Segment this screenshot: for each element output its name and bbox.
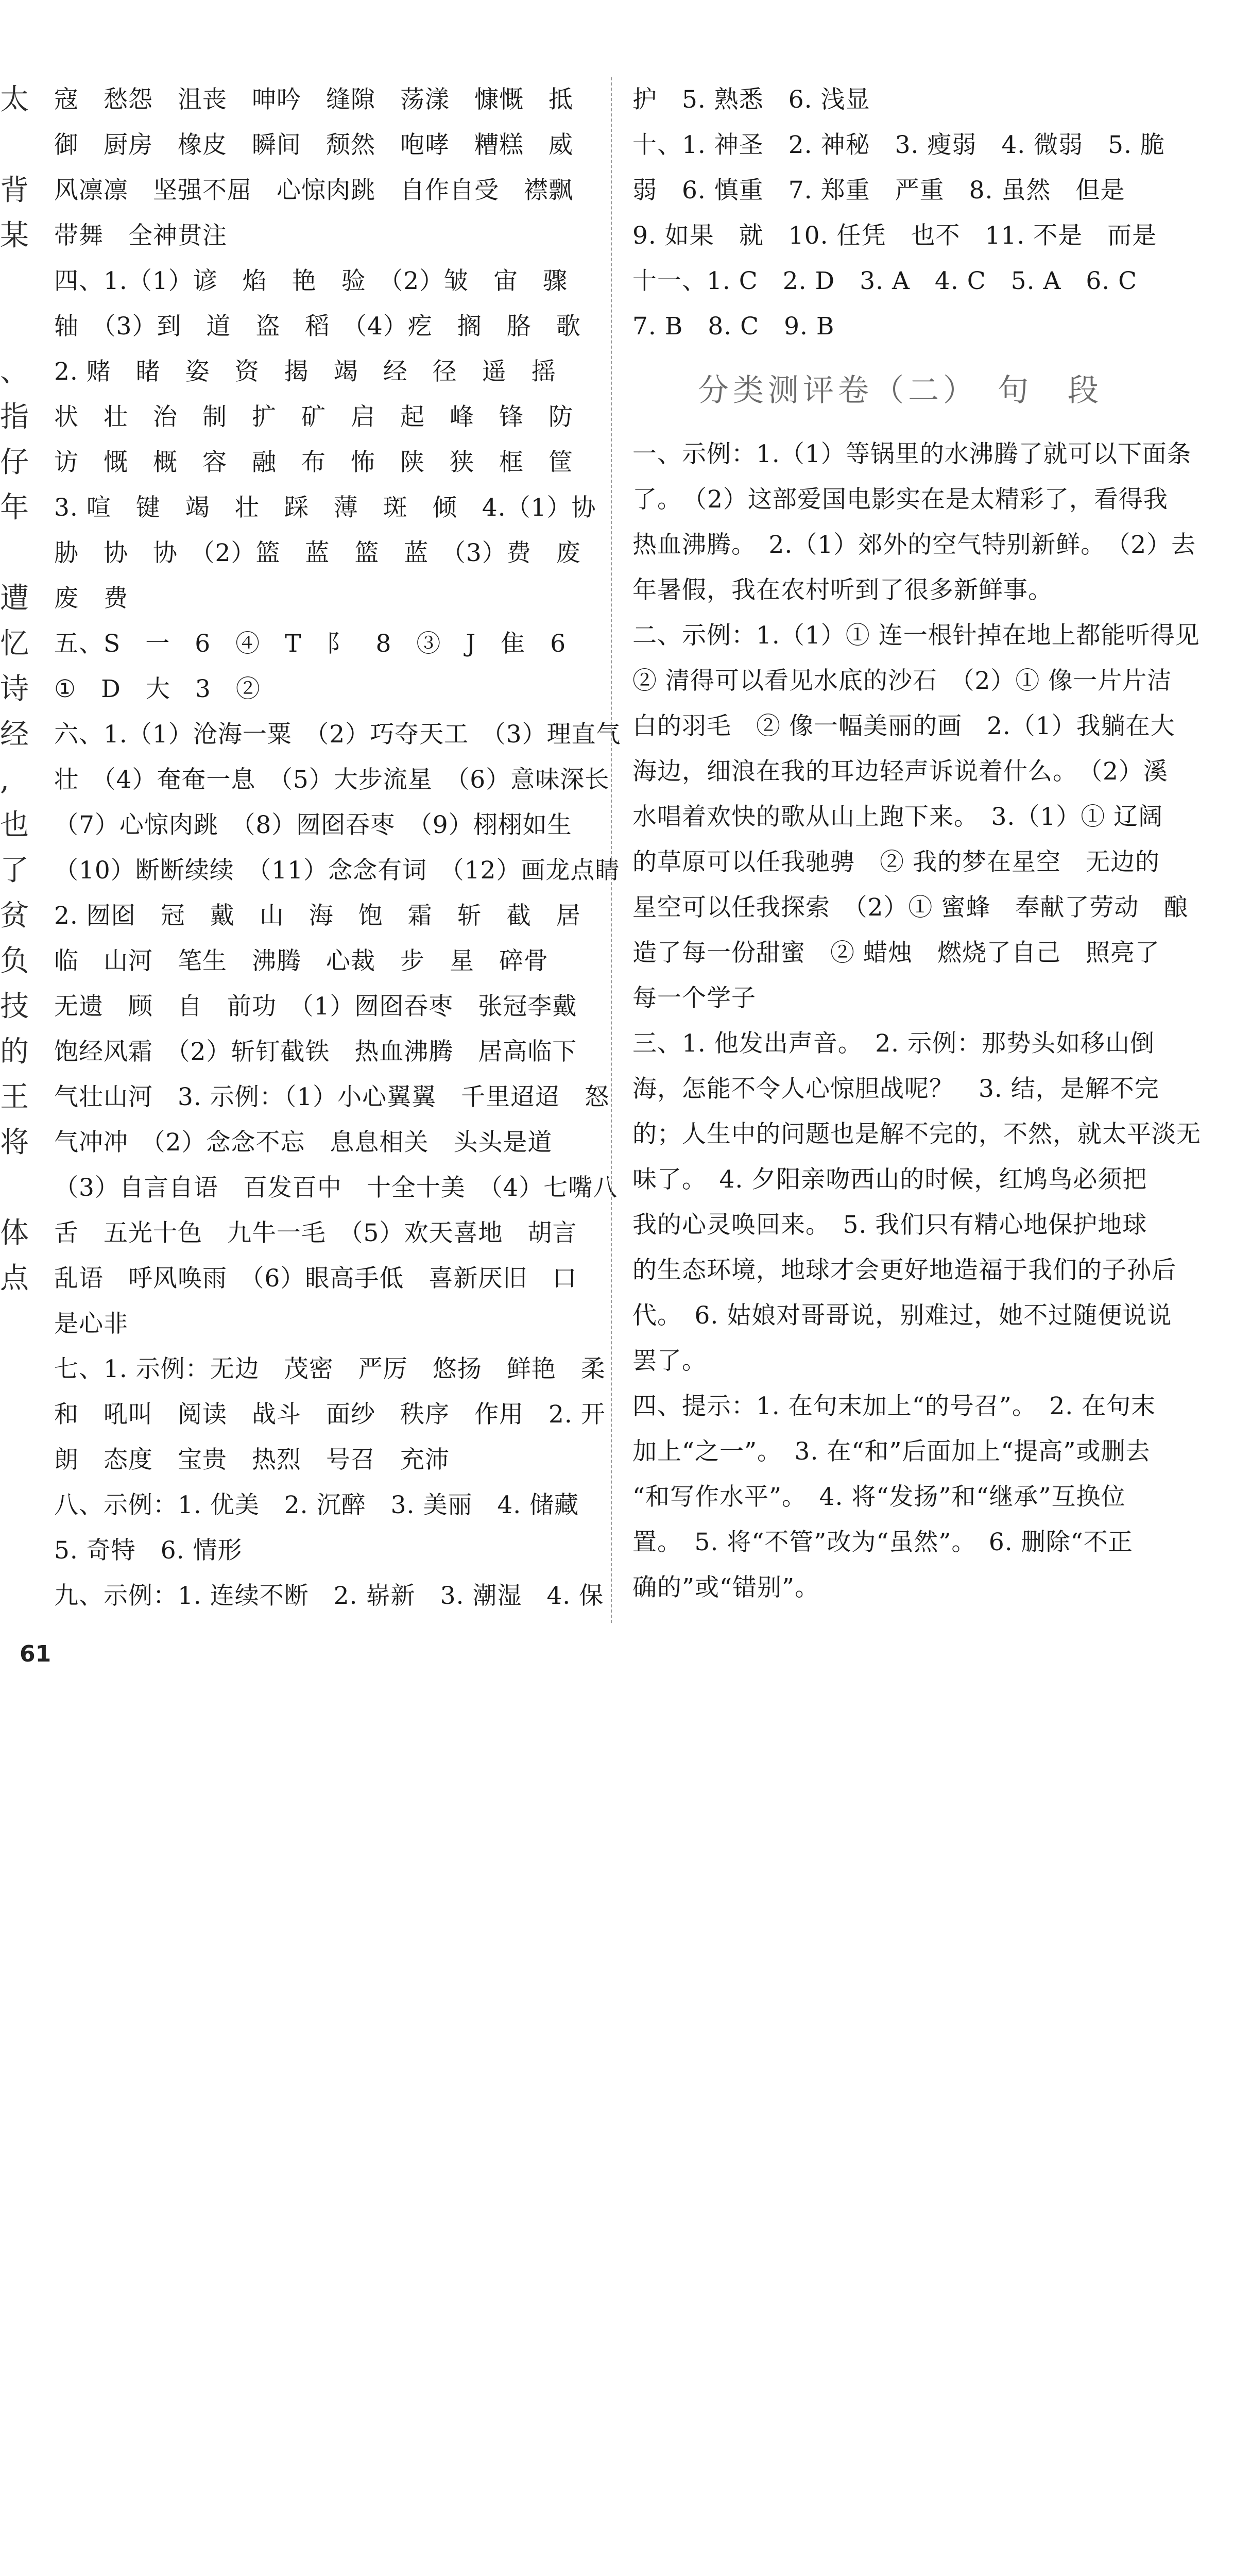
answer-line: 风凛凛 坚强不屈 心惊肉跳 自作自受 襟飘 — [54, 176, 573, 205]
answer-line: 是心非 — [54, 1310, 128, 1338]
edge-char — [0, 2571, 19, 2576]
edge-char: 负 — [0, 944, 29, 978]
edge-char: 点 — [0, 1262, 29, 1295]
answer-line: 壮 （4）奄奄一息 （5）大步流星 （6）意味深长 — [54, 766, 610, 794]
answer-line: 六、1.（1）沧海一粟 （2）巧夺天工 （3）理直气 — [54, 720, 621, 749]
edge-char: 年 — [0, 491, 29, 524]
answer-line: 9. 如果 就 10. 任凭 也不 11. 不是 而是 — [632, 222, 1157, 250]
answer-line: 三、1. 他发出声音。 2. 示例：那势头如移山倒 — [632, 1029, 1155, 1058]
answer-line: 7. B 8. C 9. B — [632, 312, 835, 341]
edge-char: 也 — [0, 808, 29, 842]
answer-line: 2. 囫囵 冠 戴 山 海 饱 霜 斩 截 居 — [54, 902, 581, 930]
answer-line: 弱 6. 慎重 7. 郑重 严重 8. 虽然 但是 — [632, 176, 1125, 205]
answer-line: 星空可以任我探索 （2）① 蜜蜂 奉献了劳动 酿 — [632, 893, 1189, 922]
answer-line: 带舞 全神贯注 — [54, 222, 227, 250]
edge-char — [0, 2027, 19, 2072]
answer-line: （10）断断续续 （11）念念有词 （12）画龙点睛 — [54, 856, 620, 885]
section-title: 分类测评卷（二） 句 段 — [698, 372, 1103, 409]
edge-char — [0, 259, 19, 304]
edge-char — [0, 123, 19, 168]
answer-line: 五、S 一 6 ④ T 阝 8 ③ J 隹 6 — [54, 630, 567, 658]
answer-line: 的草原可以任我驰骋 ② 我的梦在星空 无边的 — [632, 848, 1160, 876]
edge-char — [0, 2253, 19, 2299]
answer-line: 了。 （2）这部爱国电影实在是太精彩了，看得我 — [632, 485, 1168, 514]
edge-char — [0, 2072, 19, 2117]
answer-line: 热血沸腾。 2.（1）郊外的空气特别新鲜。 （2）去 — [632, 531, 1196, 559]
answer-line: 年暑假，我在农村听到了很多新鲜事。 — [632, 576, 1053, 604]
answer-line: 置。 5. 将“不管”改为“虽然”。 6. 删除“不正 — [632, 1528, 1133, 1556]
edge-char — [0, 1437, 19, 1483]
column-divider — [611, 77, 612, 1623]
answer-line: 七、1. 示例：无边 茂密 严厉 悠扬 鲜艳 柔 — [54, 1355, 606, 1383]
answer-line: （7）心惊肉跳 （8）囫囵吞枣 （9）栩栩如生 — [54, 811, 572, 839]
answer-line: 四、1.（1）谚 焰 艳 验 （2）皱 宙 骤 — [54, 267, 568, 295]
edge-char: 体 — [0, 1216, 29, 1250]
answer-line: 状 壮 治 制 扩 矿 启 起 峰 锋 防 — [54, 403, 573, 431]
edge-char — [0, 1347, 19, 1392]
answer-line: 罢了。 — [632, 1347, 707, 1375]
answer-line: 加上“之一”。 3. 在“和”后面加上“提高”或删去 — [632, 1437, 1151, 1466]
answer-line: 八、示例：1. 优美 2. 沉醉 3. 美丽 4. 储藏 — [54, 1491, 579, 1519]
edge-char: 太 — [0, 83, 29, 116]
edge-char: 技 — [0, 990, 29, 1023]
answer-line: 舌 五光十色 九牛一毛 （5）欢天喜地 胡言 — [54, 1219, 577, 1247]
edge-char — [0, 1392, 19, 1437]
answer-line: “和写作水平”。 4. 将“发扬”和“继承”互换位 — [632, 1483, 1126, 1511]
edge-char: 仔 — [0, 446, 29, 479]
page-number: 61 — [20, 1641, 52, 1667]
edge-char: 的 — [0, 1035, 29, 1069]
answer-line: 3. 喧 键 竭 壮 踩 薄 斑 倾 4.（1）协 — [54, 494, 596, 522]
edge-char — [0, 1709, 19, 1755]
answer-line: 临 山河 笔生 沸腾 心裁 步 星 碎骨 — [54, 947, 549, 975]
edge-char: 经 — [0, 718, 29, 751]
edge-char: 王 — [0, 1080, 29, 1114]
edge-char: 遭 — [0, 582, 29, 615]
edge-char: 了 — [0, 854, 29, 887]
answer-line: 5. 奇特 6. 情形 — [54, 1536, 243, 1565]
answer-line: 白的羽毛 ② 像一幅美丽的画 2.（1）我躺在大 — [632, 712, 1175, 740]
edge-char — [0, 1755, 19, 1800]
edge-char — [0, 1891, 19, 1936]
edge-char — [0, 1800, 19, 1845]
answer-line: 确的”或“错别”。 — [632, 1573, 820, 1602]
answer-line: 四、提示：1. 在句末加上“的号召”。 2. 在句末 — [632, 1392, 1156, 1420]
answer-line: 十、1. 神圣 2. 神秘 3. 瘦弱 4. 微弱 5. 脆 — [632, 131, 1165, 159]
answer-line: 轴 （3）到 道 盗 稻 （4）疙 搁 胳 歌 — [54, 312, 581, 341]
answer-line: 废 费 — [54, 584, 128, 613]
edge-char — [0, 1165, 19, 1211]
edge-char — [0, 2435, 19, 2480]
left-column — [54, 77, 621, 1619]
edge-char — [0, 2208, 19, 2253]
answer-line: 十一、1. C 2. D 3. A 4. C 5. A 6. C — [632, 267, 1138, 295]
answer-line: 和 吼叫 阅读 战斗 面纱 秩序 作用 2. 开 — [54, 1400, 606, 1429]
answer-line: 气冲冲 （2）念念不忘 息息相关 头头是道 — [54, 1128, 553, 1157]
answer-line: 海边，细浪在我的耳边轻声诉说着什么。 （2）溪 — [632, 757, 1168, 786]
answer-line: ② 清得可以看见水底的沙石 （2）① 像一片片洁 — [632, 667, 1172, 695]
edge-char: 贫 — [0, 899, 29, 933]
answer-line: 气壮山河 3. 示例：（1）小心翼翼 千里迢迢 怒 — [54, 1083, 610, 1111]
answer-line: 访 慨 概 容 融 布 怖 陕 狭 框 筐 — [54, 448, 573, 477]
edge-char — [0, 2480, 19, 2526]
right-column-bottom — [632, 432, 1201, 1611]
answer-line: 无遗 顾 自 前功 （1）囫囵吞枣 张冠李戴 — [54, 992, 577, 1021]
edge-char: 背 — [0, 174, 29, 207]
edge-char: 指 — [0, 400, 29, 434]
edge-char — [0, 1301, 19, 1347]
answer-line: 造了每一份甜蜜 ② 蜡烛 燃烧了自己 照亮了 — [632, 939, 1160, 967]
edge-char — [0, 2526, 19, 2571]
answer-line: 九、示例：1. 连续不断 2. 崭新 3. 潮湿 4. 保 — [54, 1582, 604, 1610]
edge-char: 、 — [0, 355, 29, 388]
answer-line: 2. 赌 睹 姿 资 揭 竭 经 径 遥 摇 — [54, 358, 556, 386]
edge-char — [0, 1845, 19, 1891]
edge-char — [0, 2117, 19, 2163]
edge-char — [0, 1981, 19, 2027]
edge-char: 诗 — [0, 672, 29, 706]
edge-char: 忆 — [0, 627, 29, 660]
answer-line: 水唱着欢快的歌从山上跑下来。 3.（1）① 辽阔 — [632, 803, 1163, 831]
edge-char — [0, 2299, 19, 2344]
answer-line: 的；人生中的问题也是解不完的，不然，就太平淡无 — [632, 1120, 1201, 1148]
answer-line: 二、示例：1.（1）① 连一根针掉在地上都能听得见 — [632, 621, 1200, 650]
right-column-top — [632, 77, 1168, 349]
answer-line: 御 厨房 橡皮 瞬间 颓然 咆哮 糟糕 威 — [54, 131, 573, 159]
answer-line: 的生态环境，地球才会更好地造福于我们的子孙后 — [632, 1256, 1176, 1284]
edge-char — [0, 1619, 19, 1664]
answer-line: 一、示例：1.（1）等锅里的水沸腾了就可以下面条 — [632, 440, 1192, 468]
answer-line: 护 5. 熟悉 6. 浅显 — [632, 86, 870, 114]
edge-char — [0, 1936, 19, 1981]
answer-line: （3）自言自语 百发百中 十全十美 （4）七嘴八 — [54, 1174, 618, 1202]
edge-char: , — [0, 763, 9, 796]
edge-char — [0, 1483, 19, 1528]
edge-char — [0, 2163, 19, 2208]
answer-line: 饱经风霜 （2）斩钉截铁 热血沸腾 居高临下 — [54, 1038, 577, 1066]
answer-line: 朗 态度 宝贵 热烈 号召 充沛 — [54, 1446, 450, 1474]
answer-line: 我的心灵唤回来。 5. 我们只有精心地保护地球 — [632, 1211, 1147, 1239]
answer-line: 味了。 4. 夕阳亲吻西山的时候，红鸠鸟必须把 — [632, 1165, 1147, 1194]
answer-line: 每一个学子 — [632, 984, 756, 1012]
answer-line: 乱语 呼风唤雨 （6）眼高手低 喜新厌旧 口 — [54, 1264, 577, 1293]
edge-char: 某 — [0, 219, 29, 252]
answer-line: 寇 愁怨 沮丧 呻吟 缝隙 荡漾 慷慨 抵 — [54, 86, 573, 114]
edge-char — [0, 531, 19, 576]
edge-char — [0, 1664, 19, 1709]
edge-char — [0, 2389, 19, 2435]
answer-line: 海，怎能不令人心惊胆战呢？ 3. 结，是解不完 — [632, 1075, 1159, 1103]
cropped-left-edge-text — [0, 77, 29, 2576]
answer-line: 代。 6. 姑娘对哥哥说，别难过，她不过随便说说 — [632, 1301, 1172, 1330]
edge-char — [0, 304, 19, 349]
answer-line: ① D 大 3 ② — [54, 675, 261, 703]
edge-char: 将 — [0, 1126, 29, 1159]
right-column — [632, 77, 1201, 1611]
edge-char — [0, 1573, 19, 1619]
edge-char — [0, 2344, 19, 2389]
edge-char — [0, 1528, 19, 1573]
answer-line: 胁 协 协 （2）篮 蓝 篮 蓝 （3）费 废 — [54, 539, 581, 567]
